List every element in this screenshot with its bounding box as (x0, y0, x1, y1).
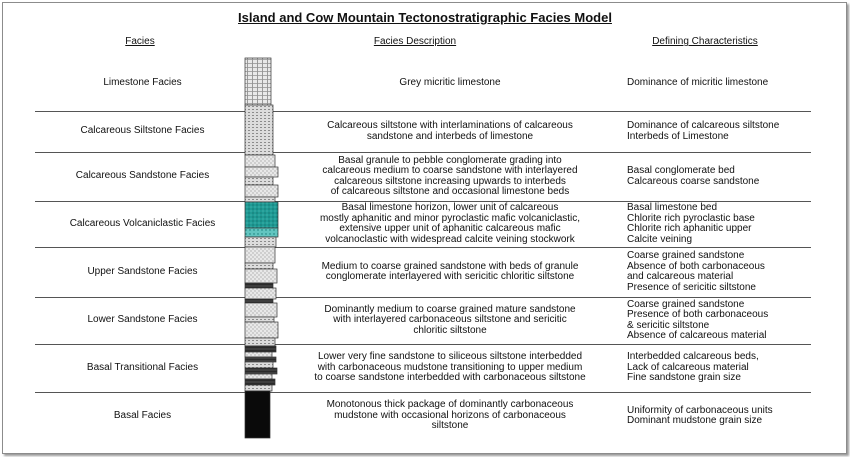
column-bed (245, 357, 276, 362)
figure-title: Island and Cow Mountain Tectonostratigraphic Facies Model (238, 10, 612, 25)
facies-name: Limestone Facies (103, 77, 182, 89)
column-bed (245, 362, 273, 368)
column-bed (245, 317, 274, 322)
column-bed (245, 391, 270, 438)
column-bed (245, 338, 275, 346)
facies-description: Lower very fine sandstone to siliceous siltstone interbedded with carbonaceous mudstone transitioning to upper medium to coarse sandstone interbedded with carbonaceous siltstone (314, 351, 586, 384)
column-bed (245, 237, 276, 247)
defining-characteristics: Uniformity of carbonaceous units Dominant mudstone grain size (627, 404, 773, 426)
defining-characteristics: Dominance of micritic limestone (627, 77, 769, 89)
column-bed (245, 228, 278, 237)
facies-description: Basal granule to pebble conglomerate grading into calcareous medium to coarse sandstone with interlayered calcareous siltstone increasing upwards to interbeds of calcareous siltstone and occasional limestone beds (322, 154, 578, 197)
facies-name: Upper Sandstone Facies (87, 265, 198, 277)
defining-characteristics: Basal limestone bed Chlorite rich pyroclastic base Chlorite rich aphanitic upper Calcite veining (627, 202, 755, 245)
defining-characteristics: Dominance of calcareous siltstone Interbeds of Limestone (627, 120, 780, 142)
header-facies: Facies (125, 36, 155, 47)
column-bed (245, 352, 272, 357)
column-bed (245, 202, 278, 228)
column-bed (245, 374, 272, 379)
column-bed (245, 368, 277, 374)
column-bed (245, 58, 271, 105)
column-bed (245, 269, 277, 283)
defining-characteristics: Coarse grained sandstone Absence of both carbonaceous and calcareous material Presence of sericitic siltstone (627, 250, 765, 293)
defining-characteristics: Interbedded calcareous beds, Lack of calcareous material Fine sandstone grain size (627, 351, 759, 384)
facies-name: Lower Sandstone Facies (87, 314, 198, 326)
column-bed (245, 322, 278, 338)
column-bed (245, 177, 273, 185)
column-bed (245, 283, 273, 288)
facies-description: Grey micritic limestone (399, 77, 501, 89)
facies-name: Basal Facies (113, 409, 172, 421)
column-bed (245, 105, 273, 155)
column-bed (245, 385, 272, 391)
column-bed (245, 247, 275, 263)
column-bed (245, 185, 278, 197)
facies-name: Calcareous Siltstone Facies (80, 125, 205, 137)
column-bed (245, 197, 275, 202)
defining-characteristics: Coarse grained sandstone Presence of both carbonaceous & sericitic siltstone Absence of calcareous material (627, 298, 769, 341)
header-characteristics: Defining Characteristics (652, 36, 758, 47)
facies-description: Calcareous siltstone with interlaminations of calcareous sandstone and interbeds of limestone (327, 120, 573, 142)
facies-name: Basal Transitional Facies (86, 361, 199, 373)
header-description: Facies Description (373, 36, 457, 47)
column-bed (245, 299, 273, 303)
facies-description: Monotonous thick package of dominantly carbonaceous mudstone with occasional horizons of carbonaceous siltstone (326, 399, 574, 432)
column-bed (245, 263, 273, 269)
column-bed (245, 167, 278, 177)
facies-name: Calcareous Volcaniclastic Facies (69, 217, 216, 229)
facies-description: Basal limestone horizon, lower unit of calcareous mostly aphanitic and minor pyroclastic mafic volcaniclastic, extensive upper unit of aphanitic calcareous mafic volcanoclastic with widespread calcite veining stockwork (319, 202, 581, 245)
column-bed (245, 288, 276, 299)
defining-characteristics: Basal conglomerate bed Calcareous coarse sandstone (627, 165, 760, 187)
column-bed (245, 379, 275, 385)
facies-description: Medium to coarse grained sandstone with beds of granule conglomerate interlayered with sericitic chloritic siltstone (321, 260, 579, 282)
column-bed (245, 346, 276, 352)
facies-name: Calcareous Sandstone Facies (75, 170, 210, 182)
facies-description: Dominantly medium to coarse grained mature sandstone with interlayered carbonaceous siltstone and sericitic chloritic siltstone (324, 303, 576, 336)
column-bed (245, 303, 277, 317)
column-bed (245, 155, 275, 167)
